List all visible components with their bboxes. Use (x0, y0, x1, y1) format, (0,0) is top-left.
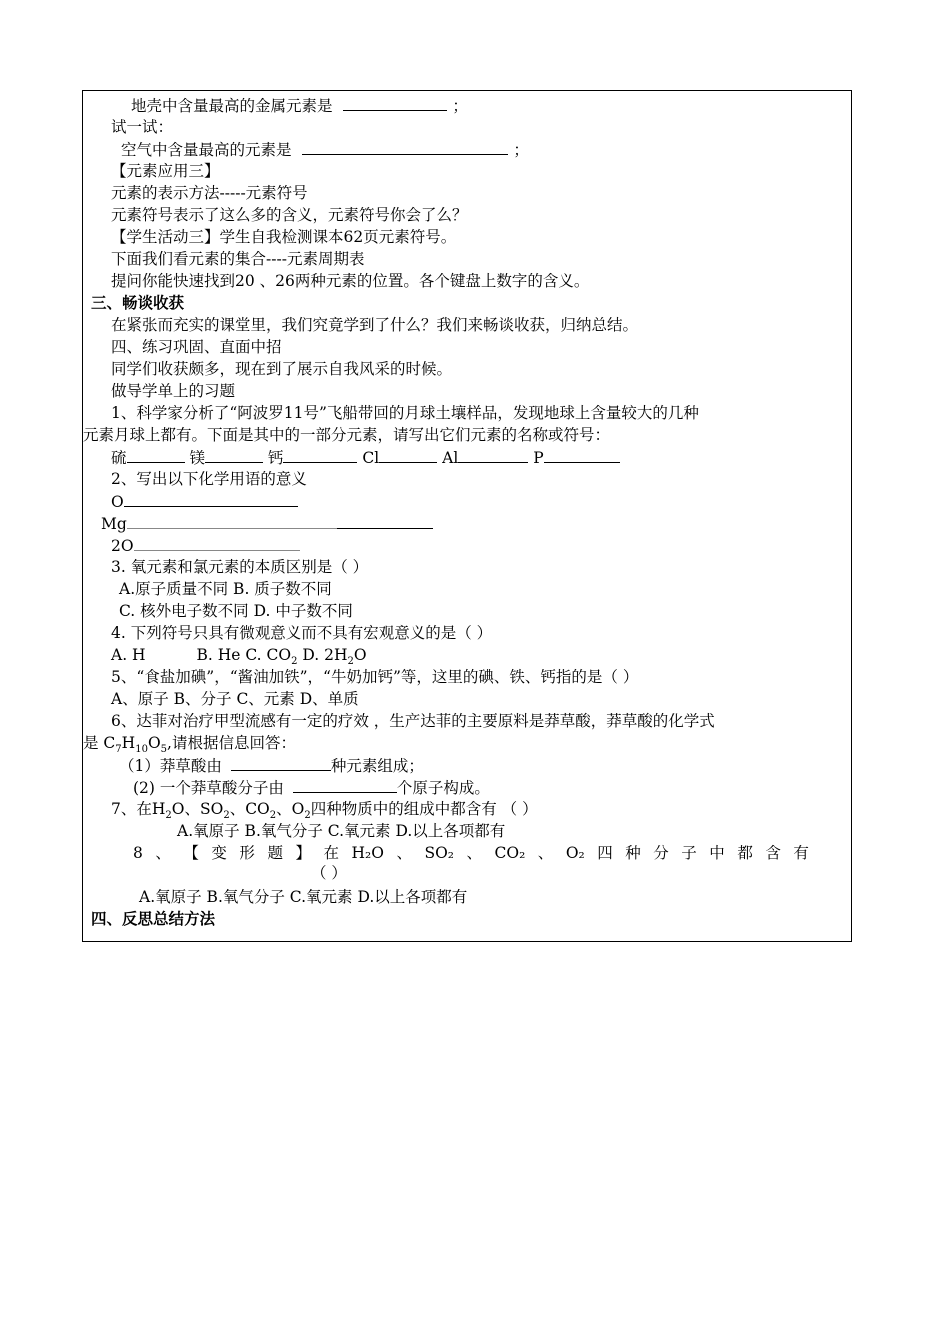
text: D. 2H (297, 646, 348, 664)
text: 2O (111, 537, 134, 555)
q8-part: 形 (239, 844, 255, 862)
q4-options (111, 645, 367, 668)
text: 7、在H (111, 800, 166, 818)
subscript: 10 (135, 744, 148, 756)
line-activity3: 【学生活动三】学生自我检测课本62页元素符号。 (111, 228, 457, 246)
line-try: 试一试： (111, 118, 174, 136)
text: O (111, 493, 124, 511)
q8-part: 8 (133, 844, 143, 862)
blank-s[interactable] (127, 447, 185, 463)
text: A. H (111, 646, 146, 664)
line-show: 同学们收获颇多，现在到了展示自我风采的时候。 (111, 360, 453, 378)
q8-part: 、 (466, 844, 483, 862)
blank-air-element[interactable] (302, 139, 508, 155)
item-s: 硫 (111, 449, 127, 467)
q7-title (111, 799, 538, 822)
q3-options-ab: A.原子质量不同 B. 质子数不同 (119, 580, 332, 598)
q8-part: 分 (653, 844, 669, 862)
blank-mg[interactable] (205, 447, 263, 463)
item-p: P (533, 449, 544, 467)
q8-part: 题 (267, 844, 283, 862)
subscript: 2 (347, 656, 354, 668)
section-heading-harvest: 三、畅谈收获 (91, 293, 185, 312)
q6-line1: 6、达菲对治疗甲型流感有一定的疗效 ，生产达菲的主要原料是莽草酸，莽草酸的化学式 (111, 712, 715, 730)
q8-part: 都 (737, 844, 753, 862)
text: 地壳中含量最高的金属元素是 (131, 97, 333, 115)
q6-line2 (83, 733, 296, 756)
text: 四种物质中的组成中都含有 （ ） (310, 800, 538, 818)
q8-part: 种 (625, 844, 641, 862)
blank-atom-count[interactable] (293, 777, 397, 793)
subscript: 2 (223, 810, 230, 822)
blank-2o[interactable] (134, 535, 300, 551)
text: ； (452, 97, 468, 115)
text: Mg (101, 515, 127, 533)
line-air-element (121, 139, 529, 160)
q1-items (111, 447, 620, 468)
subscript: 2 (165, 810, 172, 822)
q1-line2: 元素月球上都有。下面是其中的一部分元素，请写出它们元素的名称或符号： (83, 426, 611, 444)
text: O (147, 734, 161, 752)
text: H (121, 734, 136, 752)
content-box (82, 90, 852, 942)
blank-o[interactable] (124, 491, 298, 507)
blank-crust-metal[interactable] (343, 95, 447, 111)
line-harvest: 在紧张而充实的课堂里，我们究竟学到了什么？我们来畅谈收获，归纳总结。 (111, 316, 639, 334)
blank-element-count[interactable] (231, 755, 331, 771)
blank-mg-2[interactable] (337, 513, 433, 529)
q8-part: 有 (793, 844, 809, 862)
text: O (353, 646, 367, 664)
item-cl: Cl (362, 449, 380, 467)
q2-2o (111, 535, 300, 556)
q3-title: 3. 氧元素和氯元素的本质区别是（ ） (111, 558, 369, 576)
q8-part: 变 (211, 844, 227, 862)
text: 、O (276, 800, 305, 818)
blank-p[interactable] (544, 447, 620, 463)
line-periodic-table: 下面我们看元素的集合----元素周期表 (111, 250, 365, 268)
q8-part: 、 (396, 844, 412, 862)
q8-part: 、 (155, 844, 171, 862)
section-heading-reflect: 四、反思总结方法 (91, 909, 216, 928)
text: 种元素组成； (330, 757, 424, 775)
text: (2) 一个莽草酸分子由 (133, 779, 284, 797)
q8-part: H₂O (351, 844, 384, 862)
q8-part: O₂ (565, 844, 585, 862)
q8-paren: （ ） (311, 864, 347, 882)
text: 空气中含量最高的元素是 (121, 141, 292, 159)
q1-line1: 1、科学家分析了“阿波罗11号”飞船带回的月球土壤样品，发现地球上含量较大的几种 (111, 404, 699, 422)
subscript: 2 (269, 810, 277, 822)
q3-options-cd: C. 核外电子数不同 D. 中子数不同 (119, 602, 353, 620)
line-practice: 四、练习巩固、直面中招 (111, 338, 282, 356)
q8-part: 】 (295, 844, 311, 862)
blank-cl[interactable] (379, 447, 437, 463)
q8-part: 子 (681, 844, 697, 862)
item-ca: 钙 (267, 449, 284, 467)
q2-mg (101, 513, 433, 534)
q5-title: 5、“食盐加碘”，“酱油加铁”，“牛奶加钙”等，这里的碘、铁、钙指的是（ ） (111, 668, 639, 686)
q8-title (133, 843, 809, 863)
text: 个原子构成。 (396, 779, 490, 797)
q8-part: SO₂ (424, 844, 454, 862)
text: B. He C. CO (196, 646, 292, 664)
q2-o (111, 491, 298, 512)
q8-part: 、 (537, 844, 554, 862)
blank-ca[interactable] (283, 447, 357, 463)
text: 、CO (229, 800, 270, 818)
q8-part: 在 (323, 844, 339, 862)
q8-part: 中 (709, 844, 725, 862)
line-symbol-method: 元素的表示方法-----元素符号 (111, 184, 308, 202)
item-mg: 镁 (189, 449, 205, 467)
q8-part: 【 (183, 844, 199, 862)
line-exercises: 做导学单上的习题 (111, 382, 236, 400)
line-symbol-meaning: 元素符号表示了这么多的含义，元素符号你会了么？ (111, 206, 468, 224)
blank-mg-1[interactable] (127, 513, 337, 529)
text: （1）莽草酸由 (119, 757, 222, 775)
blank-al[interactable] (458, 447, 528, 463)
text: O、SO (171, 800, 224, 818)
q5-options: A、原子 B、分子 C、元素 D、单质 (111, 690, 359, 708)
q8-part: CO₂ (494, 844, 526, 862)
subscript: 5 (160, 744, 168, 756)
line-crust-metal (131, 95, 468, 116)
q8-options: A.氧原子 B.氧气分子 C.氧元素 D.以上各项都有 (139, 888, 468, 906)
subscript: 2 (291, 656, 298, 668)
q8-part: 含 (765, 844, 781, 862)
q7-options: A.氧原子 B.氧气分子 C.氧元素 D.以上各项都有 (177, 822, 506, 840)
q2-title: 2、写出以下化学用语的意义 (111, 470, 307, 488)
line-question: 提问你能快速找到20 、26两种元素的位置。各个键盘上数字的含义。 (111, 272, 590, 290)
text: ； (513, 141, 529, 159)
q8-part: 四 (597, 844, 613, 862)
subscript: 2 (304, 810, 311, 822)
subscript: 7 (115, 744, 122, 756)
q4-title: 4. 下列符号只具有微观意义而不具有宏观意义的是（ ） (111, 624, 493, 642)
heading-app3: 【元素应用三】 (111, 162, 220, 180)
text: ,请根据信息回答： (167, 734, 296, 752)
item-al: Al (442, 449, 459, 467)
q6-part1 (119, 755, 424, 776)
q6-part2 (133, 777, 490, 798)
text: 是 C (83, 734, 116, 752)
